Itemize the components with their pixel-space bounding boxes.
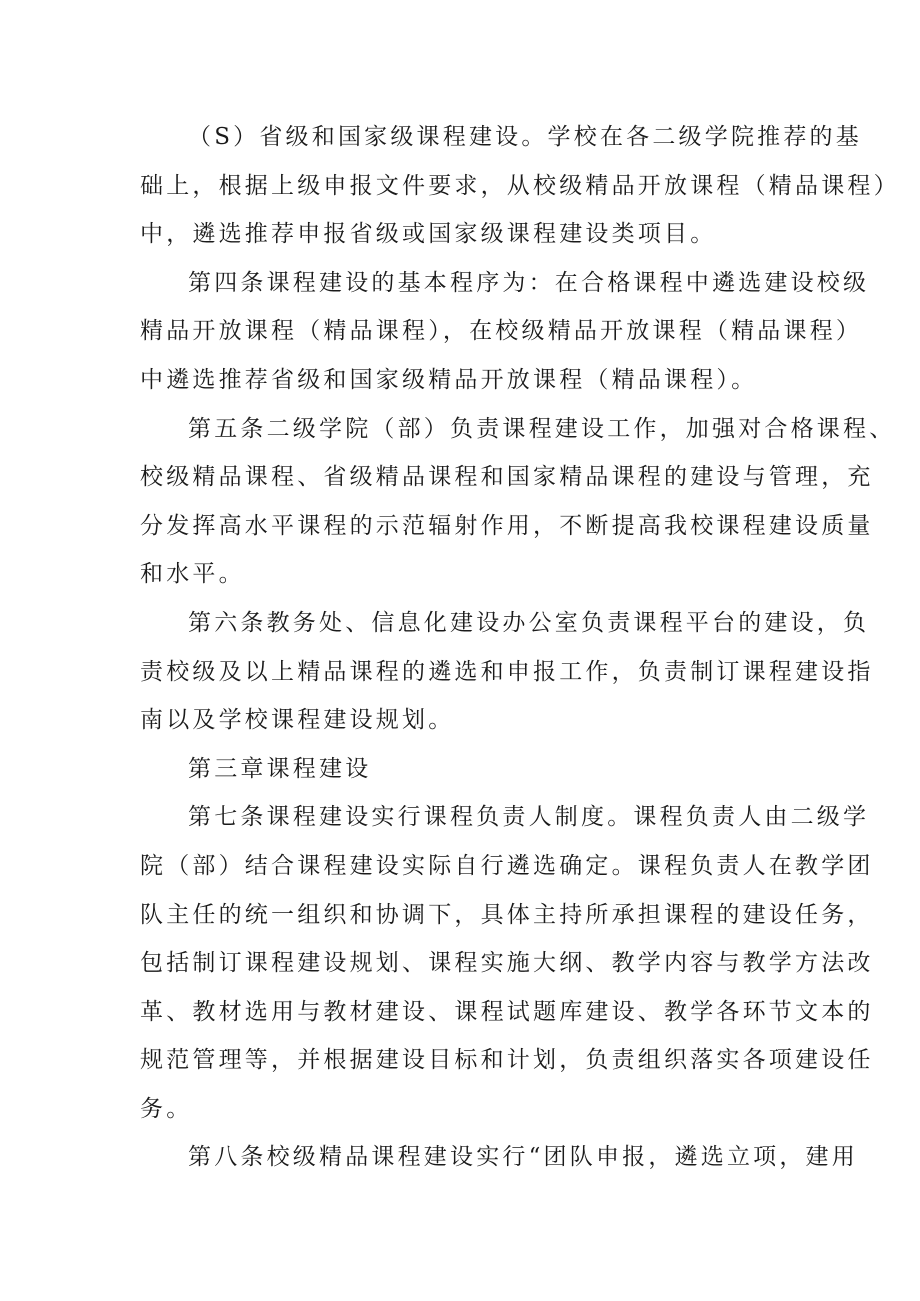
- text-line: 南以及学校课程建设规划。: [140, 707, 455, 734]
- text-line: 院（部）结合课程建设实际自行遴选确定。课程负责人在教学团: [140, 852, 874, 879]
- text-line: 和水平。: [140, 561, 245, 588]
- text-line: 务。: [140, 1095, 193, 1122]
- text-line: 队主任的统一组织和协调下，具体主持所承担课程的建设任务，: [140, 901, 874, 928]
- paragraph-article-8: [140, 1133, 858, 1182]
- text-line: 规范管理等，并根据建设目标和计划，负责组织落实各项建设任: [140, 1047, 874, 1074]
- text-line: 中，遴选推荐申报省级或国家级课程建设类项目。: [140, 221, 717, 248]
- text-line: 分发挥高水平课程的示范辐射作用，不断提高我校课程建设质量: [140, 512, 874, 539]
- chapter-heading: [140, 745, 790, 794]
- text-line: 革、教材选用与教材建设、课程试题库建设、教学各环节文本的: [140, 998, 874, 1025]
- text-line: 精品开放课程（精品课程），在校级精品开放课程（精品课程）: [140, 318, 863, 345]
- document-body: [140, 113, 900, 1182]
- text-line: 第七条课程建设实行课程负责人制度。课程负责人由二级学: [188, 804, 870, 831]
- paragraph-article-5: [140, 405, 896, 599]
- text-line: 校级精品课程、省级精品课程和国家精品课程的建设与管理，充: [140, 464, 874, 491]
- text-line: 责校级及以上精品课程的遴选和申报工作，负责制订课程建设指: [140, 658, 874, 685]
- text-line: （S）省级和国家级课程建设。学校在各二级学院推荐的基: [188, 124, 862, 150]
- text-line: 第五条二级学院（部）负责课程建设工作，加强对合格课程、: [188, 415, 896, 442]
- paragraph-article-7: [140, 793, 874, 1133]
- paragraph-provincial-national: [140, 113, 900, 259]
- text-line: 第八条校级精品课程建设实行“团队申报，遴选立项，建用: [188, 1144, 858, 1171]
- text-line: 包括制订课程建设规划、课程实施大纲、教学内容与教学方法改: [140, 950, 874, 977]
- text-line: 中遴选推荐省级和国家级精品开放课程（精品课程）。: [140, 366, 758, 393]
- text-line: 第四条课程建设的基本程序为：在合格课程中遴选建设校级: [188, 269, 870, 296]
- text-line: 第三章课程建设: [188, 755, 372, 782]
- paragraph-article-6: [140, 599, 874, 745]
- text-line: 第六条教务处、信息化建设办公室负责课程平台的建设，负: [188, 609, 870, 636]
- text-line: 础上，根据上级申报文件要求，从校级精品开放课程（精品课程）: [140, 172, 900, 199]
- paragraph-article-4: [140, 259, 870, 405]
